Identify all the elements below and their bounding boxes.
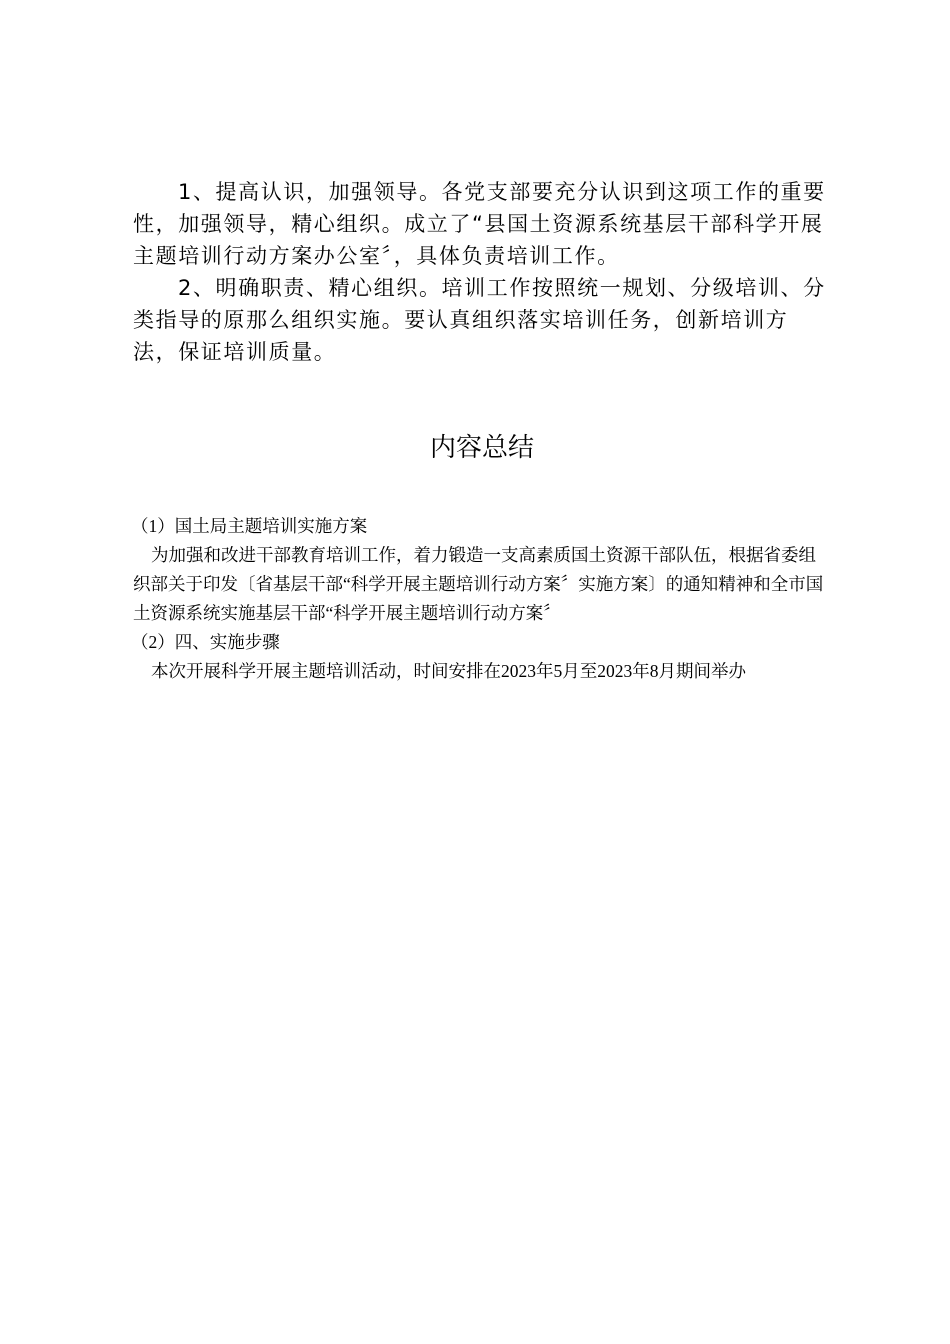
body-paragraph-2: 2、明确职责、精心组织。培训工作按照统一规划、分级培训、分类指导的原那么组织实施。要认真组织落实培训任务，创新培训方法，保证培训质量。	[133, 276, 826, 364]
summary-section	[133, 512, 833, 686]
summary-item-2-heading: （2）四、实施步骤	[131, 632, 280, 652]
summary-item-2-text: 本次开展科学开展主题培训活动，时间安排在2023年5月至2023年8月期间举办	[151, 661, 746, 681]
summary-item-1-heading: （1）国土局主题培训实施方案	[131, 516, 368, 536]
summary-title: 内容总结	[429, 433, 534, 463]
body-section	[133, 176, 833, 368]
summary-item-1-text: 为加强和改进干部教育培训工作，着力锻造一支高素质国土资源干部队伍，根据省委组织部关于印发〔省基层干部“科学开展主题培训行动方案〞实施方案〕的通知精神和全市国土资源系统实施基层干部“科学开展主题培训行动方案〞	[133, 545, 824, 623]
body-paragraph-1: 1、提高认识，加强领导。各党支部要充分认识到这项工作的重要性，加强领导，精心组织。成立了“县国土资源系统基层干部科学开展主题培训行动方案办公室〞，具体负责培训工作。	[133, 180, 826, 268]
